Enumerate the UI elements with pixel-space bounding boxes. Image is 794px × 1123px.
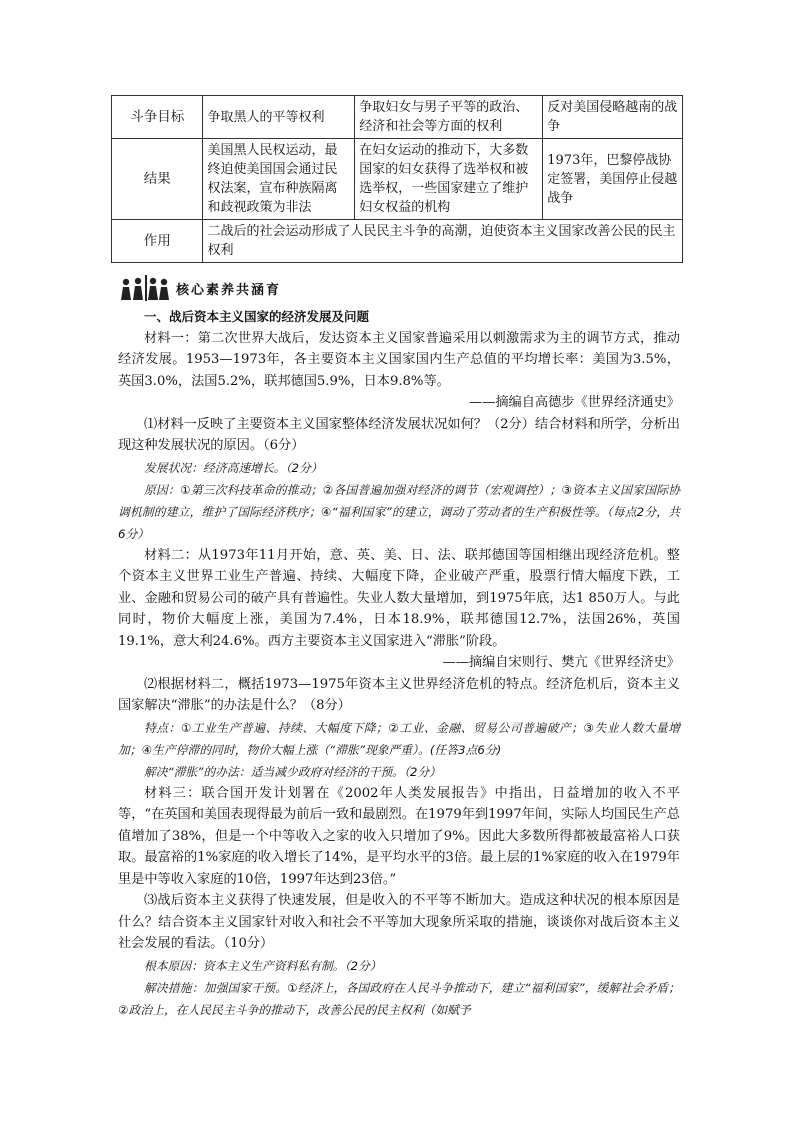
content-body <box>118 306 680 1021</box>
row-header: 结果 <box>112 139 203 220</box>
answer-1-reason: 原因：①第三次科技革命的推动；②各国普遍加强对经济的调节（宏观调控）；③资本主义国家国际协调机制的建立，维护了国际经济秩序；④“福利国家”的建立，调动了劳动者的生产积极性等。（每点2分，共6分） <box>118 482 680 541</box>
table-row <box>112 220 683 263</box>
answer-1-status: 发展状况：经济高速增长。（2分） <box>144 460 323 475</box>
summary-table <box>111 95 683 263</box>
table-cell: 反对美国侵略越南的战争 <box>543 96 683 139</box>
answer-2-solution: 解决“滞胀”的办法：适当减少政府对经济的干预。（2分） <box>144 764 441 779</box>
material-2: 材料二：从1973年11月开始，意、英、美、日、法、联邦德国等国相继出现经济危机。整个资本主义世界工业生产普遍、持续、大幅度下降，企业破产严重，股票行情大幅度下跌，工业、金融和贸易公司的破产具有普遍性。失业人数大量增加，到1975年底，达1 850万人。与此同时，物价大幅度上涨，美国为7.4%，日本18.9%，联邦德国12.7%，法国26%，英国19.1%，意大利24.6%。西方主要资本主义国家进入“滞胀”阶段。 <box>118 547 680 649</box>
table-cell: 争取黑人的平等权利 <box>203 96 355 139</box>
material-3: 材料三：联合国开发计划署在《2002年人类发展报告》中指出，日益增加的收入不平等，“在英国和美国表现得最为前后一致和最剧烈。在1979年到1997年间，实际人均国民生产总值增加了38%，但是一个中等收入之家的收入只增加了9%。因此大多数所得都被最富裕人口获取。最富裕的1%家庭的收入增长了14%，是平均水平的3倍。最上层的1%家庭的收入在1979年里是中等收入家庭的10倍，1997年达到23倍。” <box>118 785 680 887</box>
source-1: ——摘编自高德步《世界经济通史》 <box>469 395 680 410</box>
table-cell: 争取妇女与男子平等的政治、经济和社会等方面的权利 <box>355 96 543 139</box>
answer-3-root: 根本原因：资本主义生产资料私有制。（2分） <box>144 958 382 973</box>
material-1: 材料一：第二次世界大战后，发达资本主义国家普遍采用以刺激需求为主的调节方式，推动经济发展。1953—1973年，各主要资本主义国家国内生产总值的平均增长率：美国为3.5%，英国3.0%，法国5.2%，联邦德国5.9%，日本9.8%等。 <box>118 330 680 389</box>
row-header: 斗争目标 <box>112 96 203 139</box>
table-cell: 美国黑人民权运动，最终迫使美国国会通过民权法案，宣布种族隔离和歧视政策为非法 <box>203 139 355 220</box>
question-3: ⑶战后资本主义获得了快速发展，但是收入的不平等不断加大。造成这种状况的根本原因是什么？结合资本主义国家针对收入和社会不平等加大现象所采取的措施，谈谈你对战后资本主义社会发展的看法。（10分） <box>118 893 680 951</box>
row-header: 作用 <box>112 220 203 263</box>
source-2: ——摘编自宋则行、樊亢《世界经济史》 <box>442 655 680 670</box>
section-title: 核心素养共涵育 <box>176 282 282 298</box>
section-header <box>118 273 281 303</box>
table-row <box>112 96 683 139</box>
table-cell: 在妇女运动的推动下，大多数国家的妇女获得了选举权和被选举权，一些国家建立了维护妇女权益的机构 <box>355 139 543 220</box>
answer-2-features: 特点：①工业生产普遍、持续、大幅度下降；②工业、金融、贸易公司普遍破产；③失业人数大量增加；④生产停滞的同时，物价大幅上涨（“滞胀”现象严重）。(任答3点6分) <box>118 720 680 757</box>
heading-1: 一、战后资本主义国家的经济发展及问题 <box>144 309 370 324</box>
students-icon <box>118 273 170 303</box>
table-cell: 1973年，巴黎停战协定签署，美国停止侵越战争 <box>543 139 683 220</box>
question-2: ⑵根据材料二，概括1973—1975年资本主义世界经济危机的特点。经济危机后，资本主义国家解决“滞胀”的办法是什么？（8分） <box>118 676 680 713</box>
table-cell: 二战后的社会运动形成了人民民主斗争的高潮，迫使资本主义国家改善公民的民主权利 <box>203 220 683 263</box>
answer-3-measures: 解决措施：加强国家干预。①经济上，各国政府在人民斗争推动下，建立“福利国家”，缓解社会矛盾；②政治上，在人民民主斗争的推动下，改善公民的民主权利（如赋予 <box>118 980 680 1017</box>
table-row <box>112 139 683 220</box>
question-1: ⑴材料一反映了主要资本主义国家整体经济发展状况如何？（2分）结合材料和所学，分析出现这种发展状况的原因。（6分） <box>118 416 680 453</box>
